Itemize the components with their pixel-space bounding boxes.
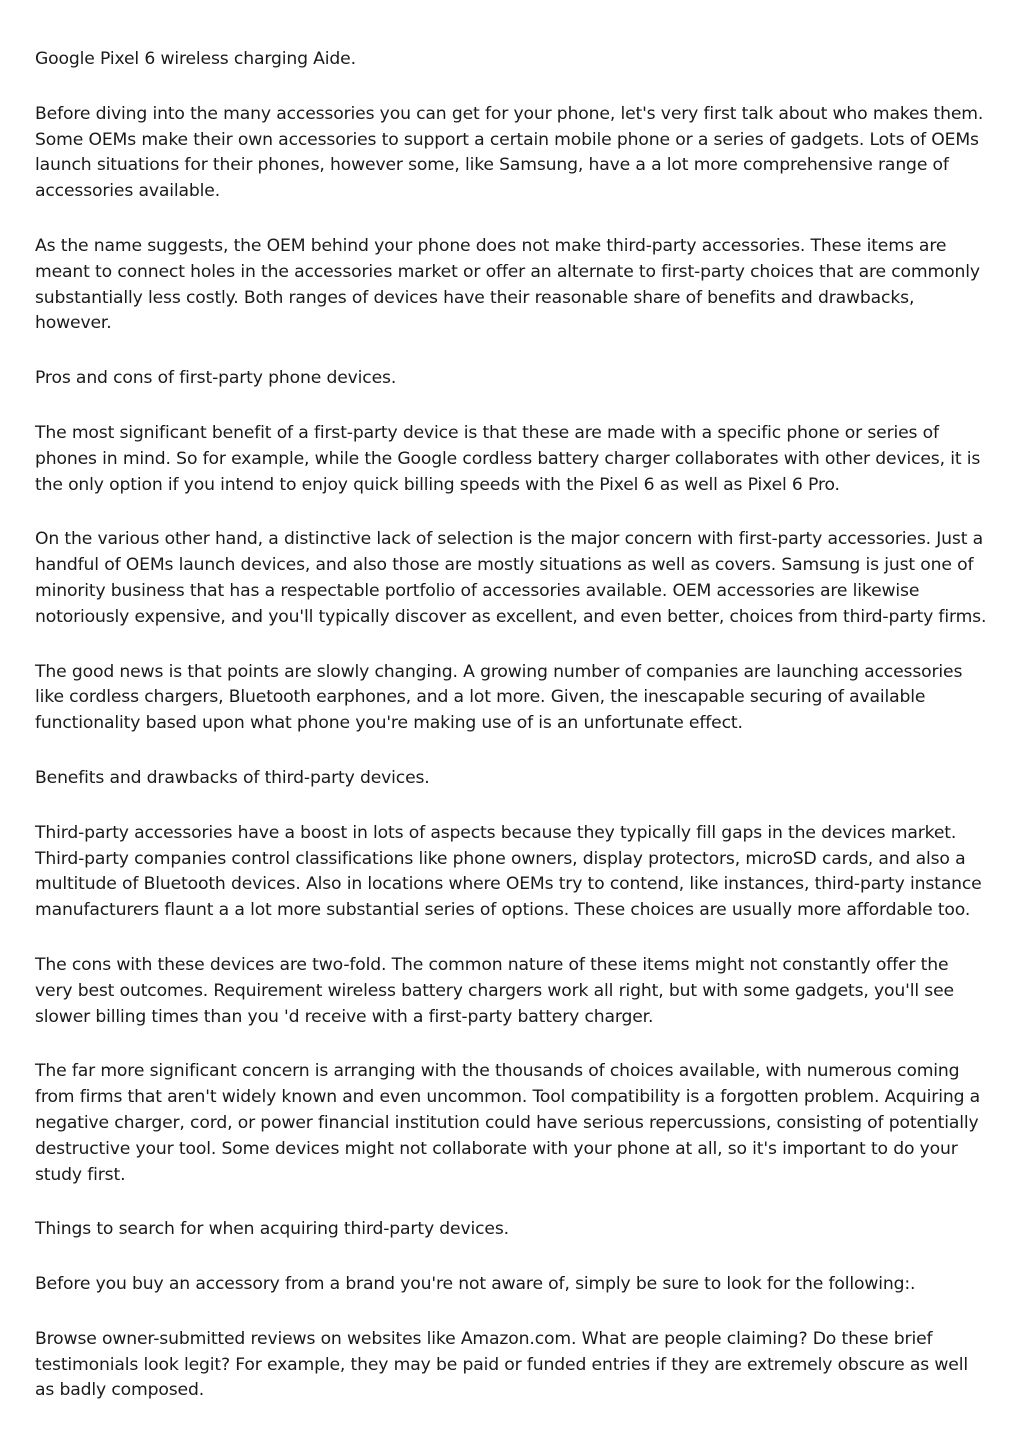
document-title: Google Pixel 6 wireless charging Aide.: [35, 49, 356, 69]
heading-things-to-search: Things to search for when acquiring third-party devices.: [35, 1219, 509, 1240]
paragraph-third-party-benefit: Third-party accessories have a boost in lots of aspects because they typically fill gaps in the devices market. Third-party companies control classifications like phone owners, display protectors, microSD cards, and also a multitude of Bluetooth devices. Also in locations where OEMs try to contend, like instances, third-party instance manufacturers flaunt a a lot more substantial series of options. These choices are usually more affordable too.: [35, 822, 982, 921]
heading-third-party-pros-cons: Benefits and drawbacks of third-party devices.: [35, 767, 430, 788]
paragraph-third-party-cons: The cons with these devices are two-fold. The common nature of these items might not constantly offer the very best outcomes. Requirement wireless battery chargers work all right, but with some gadgets, you'll see slower billing times than you 'd receive with a first-party battery charger.: [35, 954, 954, 1027]
paragraph-first-party-drawback: On the various other hand, a distinctive lack of selection is the major concern with first-party accessories. Just a handful of OEMs launch devices, and also those are mostly situations as well as covers. Samsung is just one of minority business that has a respectable portfolio of accessories available. OEM accessories are likewise notoriously expensive, and you'll typically discover as excellent, and even better, choices from third-party firms.: [35, 529, 987, 627]
paragraph-browse-reviews: Browse owner-submitted reviews on websites like Amazon.com. What are people claiming? Do these brief testimonials look legit? For example, they may be paid or funded entries if they are extremely obscure as well as badly composed.: [35, 1328, 968, 1401]
document-body: [35, 47, 990, 1433]
paragraph-first-party-benefit: The most significant benefit of a first-party device is that these are made with a specific phone or series of phones in mind. So for example, while the Google cordless battery charger collaborates with other devices, it is the only option if you intend to enjoy quick billing speeds with the Pixel 6 as well as Pixel 6 Pro.: [35, 422, 981, 495]
paragraph-third-party-definition: As the name suggests, the OEM behind your phone does not make third-party accessories. These items are meant to connect holes in the accessories market or offer an alternate to first-party choices that are commonly substantially less costly. Both ranges of devices have their reasonable share of benefits and drawbacks, however.: [35, 235, 980, 334]
paragraph-intro: Before diving into the many accessories you can get for your phone, let's very first talk about who makes them. Some OEMs make their own accessories to support a certain mobile phone or a series of gadgets. Lots of OEMs launch situations for their phones, however some, like Samsung, have a a lot more comprehensive range of accessories available.: [35, 103, 984, 202]
paragraph-good-news: The good news is that points are slowly changing. A growing number of companies are launching accessories like cordless chargers, Bluetooth earphones, and a lot more. Given, the inescapable securing of available functionality based upon what phone you're making use of is an unfortunate effect.: [35, 661, 963, 734]
paragraph-significant-concern: The far more significant concern is arranging with the thousands of choices available, with numerous coming from firms that aren't widely known and even uncommon. Tool compatibility is a forgotten problem. Acquiring a negative charger, cord, or power financial institution could have serious repercussions, consisting of potentially destructive your tool. Some devices might not collaborate with your phone at all, so it's important to do your study first.: [35, 1061, 981, 1185]
paragraph-before-you-buy: Before you buy an accessory from a brand you're not aware of, simply be sure to look for the following:.: [35, 1274, 916, 1295]
heading-first-party-pros-cons: Pros and cons of first-party phone devices.: [35, 368, 397, 389]
